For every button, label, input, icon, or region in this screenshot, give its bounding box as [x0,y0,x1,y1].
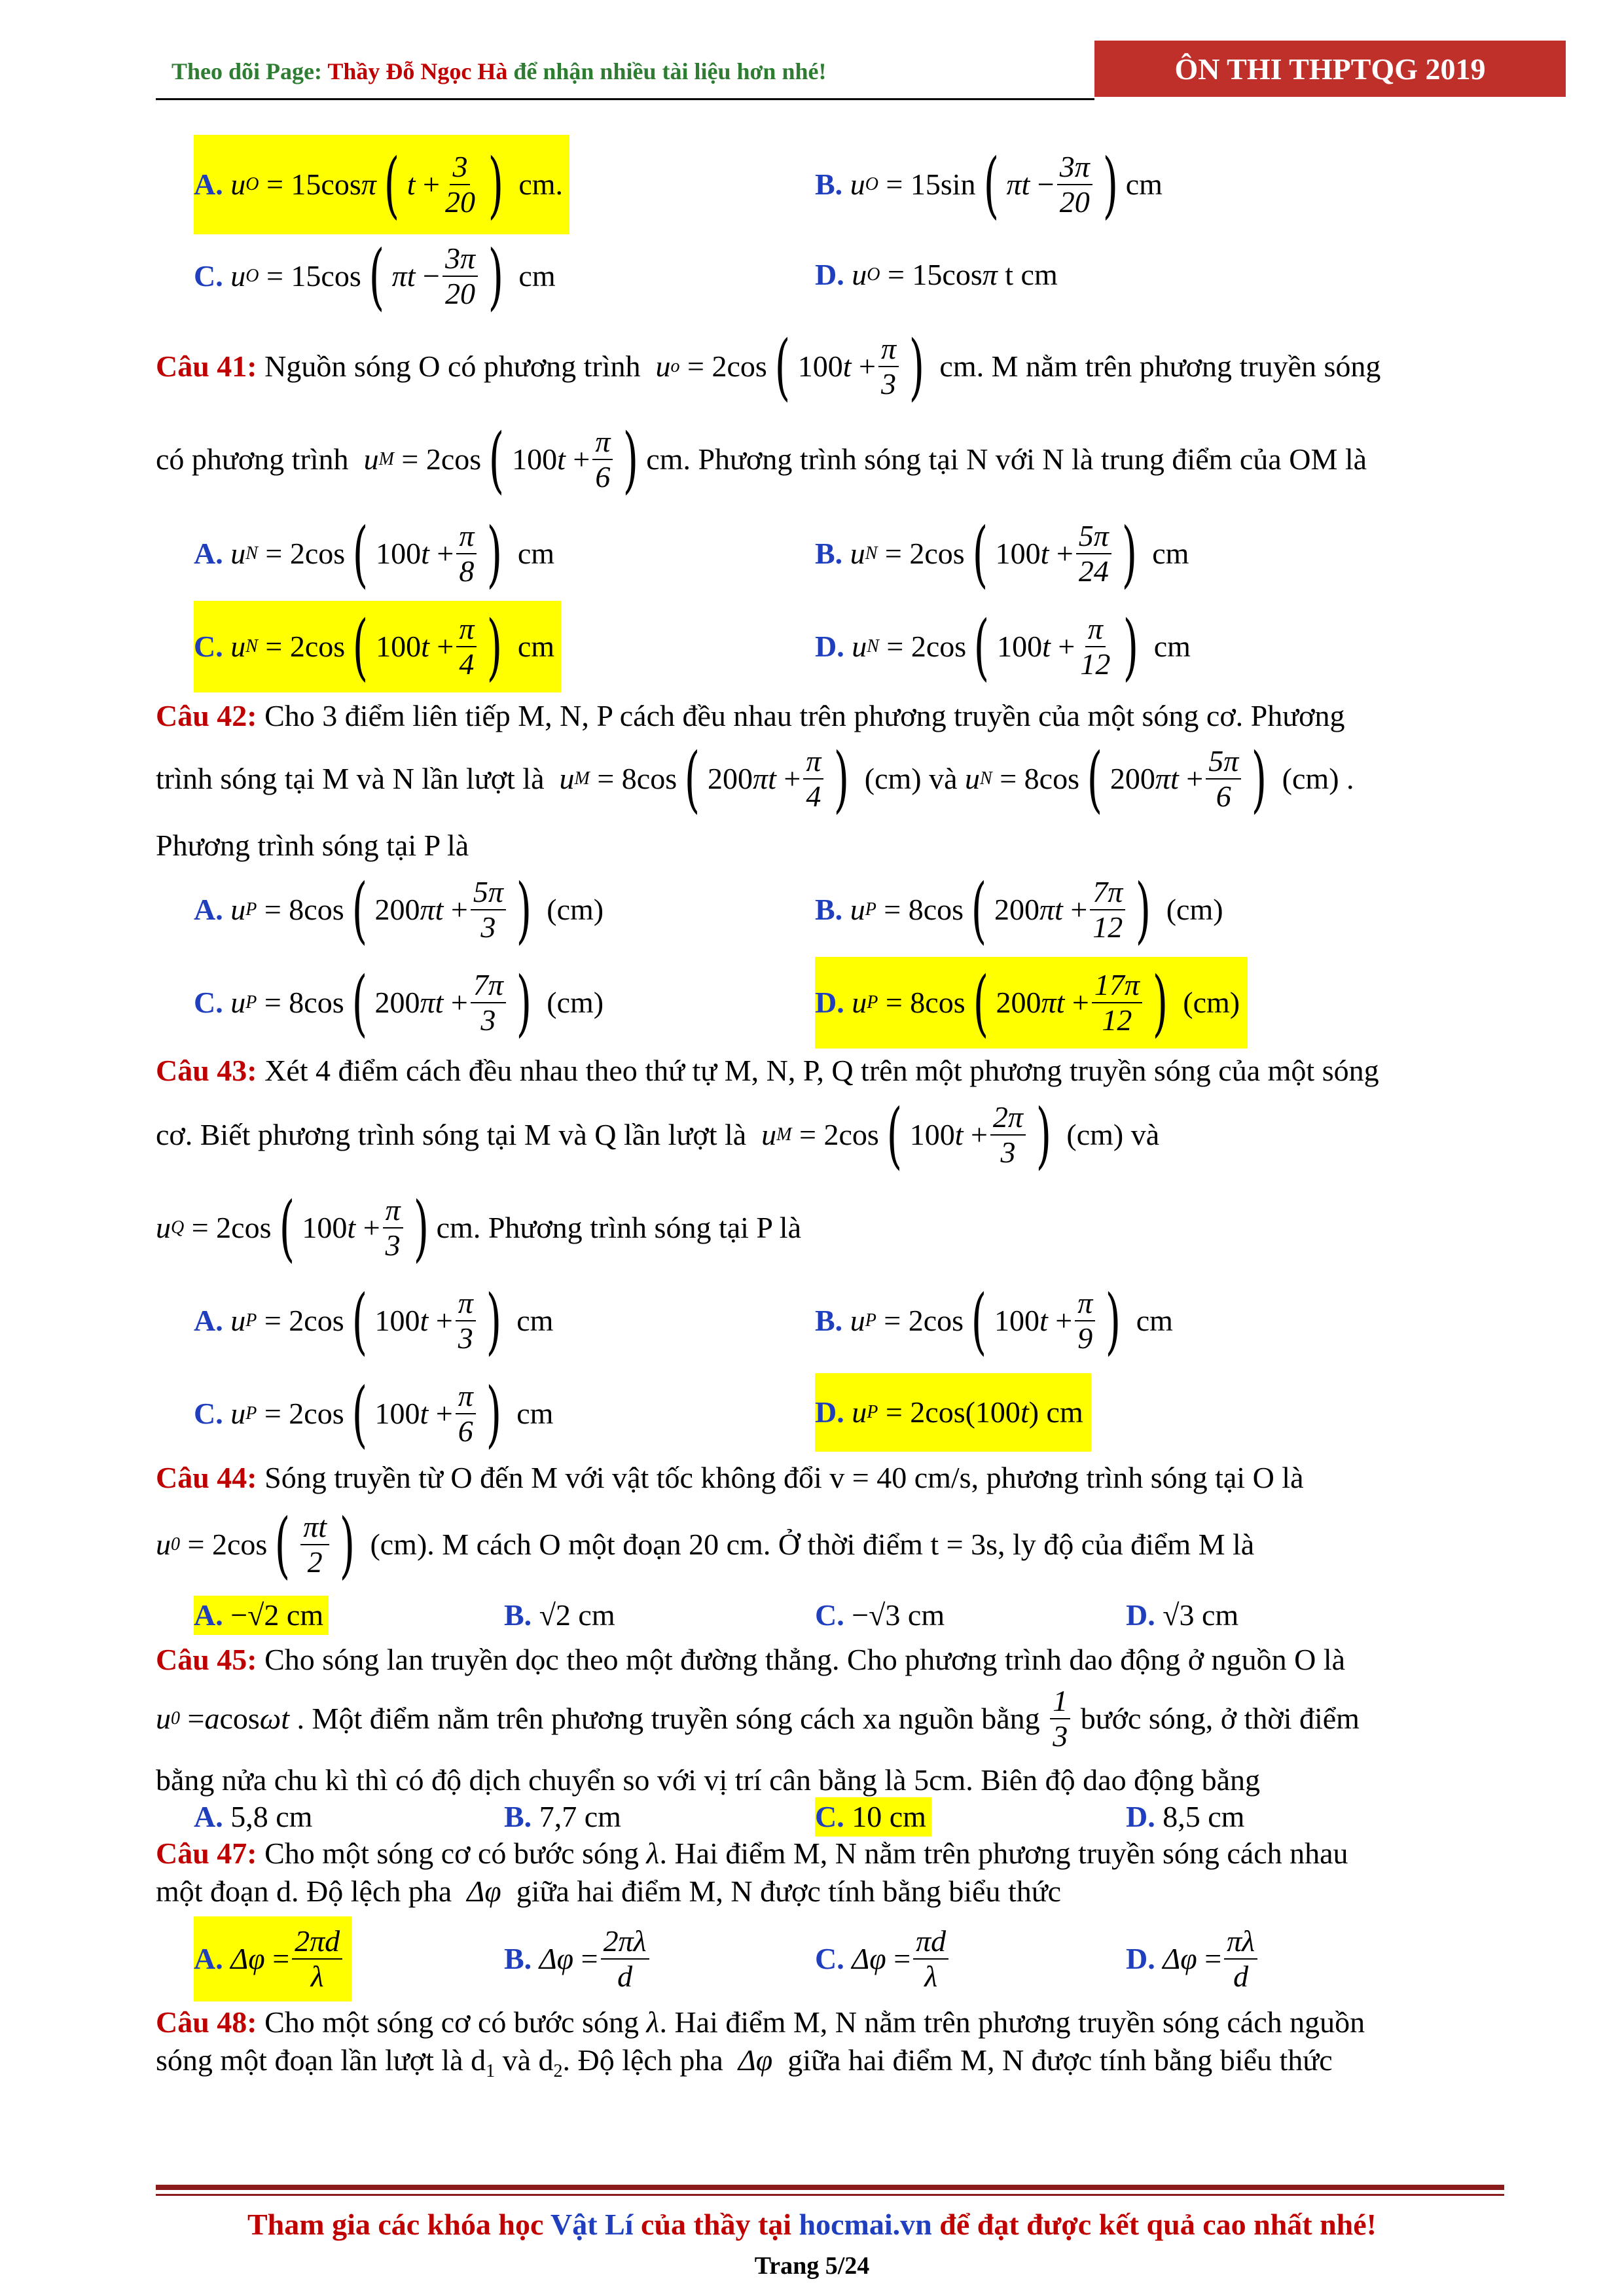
q42-option-b[interactable]: B. u P = 8cos ( 200 πt + $\frac{7\pi}{12}$ ) (cm) [815,868,1223,952]
option-value: 10 cm [852,1800,926,1833]
option-value: √3 cm [1163,1598,1239,1632]
question-text: Cho một sóng cơ có bước sóng [264,1837,640,1870]
question-text: bằng nửa chu kì thì có độ dịch chuyển so với vị trí cân bằng là 5cm. Biên độ dao động bằng [156,1763,1260,1797]
q41-option-a[interactable]: A. u N = 2cos ( 100 t + $\frac{\pi}{8}$ ) cm [194,512,555,596]
q47-option-b[interactable]: B. Δφ = $\frac{2\pi\lambda}{d}$ [504,1916,652,2001]
q44-option-a[interactable]: A. −√2 cm [194,1596,329,1635]
q40-option-a[interactable]: A. u O = 15cos π ( t + $\frac{3}{20}$ ) cm. [194,135,569,234]
option-unit: cm [518,259,556,293]
q48-stem-line2: sóng một đoạn lần lượt là $d_1$ và $d_2$. Độ lệch pha Δφ giữa hai điểm M, N được tính bằng biểu thức [156,2043,1333,2082]
q42-stem-line2: trình sóng tại M và N lần lượt là u M = 8cos ( 200 πt + $\frac{\pi}{4}$ ) (cm) và u N = 8cos ( 200 πt + $\frac{5\pi}{6}$ ) (cm) . [156,737,1354,821]
option-label: D. [815,258,844,291]
option-unit: cm [1125,168,1163,201]
page-number: Trang 5/24 [754,2252,870,2280]
question-text: Cho sóng lan truyền dọc theo một đường thẳng. Cho phương trình dao động ở nguồn O là [264,1643,1346,1676]
question-text: Phương trình sóng tại P là [156,829,469,862]
footer-divider-thick [156,2185,1504,2190]
q44-option-b[interactable]: B. √2 cm [504,1598,615,1632]
footer-promo [0,2207,1624,2242]
q45-stem-line2: u 0 = a cos ωt . Một điểm nằm trên phương truyền sóng cách xa nguồn bằng $\frac{1}{3}$ bước sóng, ở thời điểm [156,1684,1360,1753]
footer-text: để đạt được kết quả cao nhất nhé! [931,2208,1377,2241]
footer-text: của thầy tại [633,2208,799,2241]
q45-stem-line3 [156,1761,1260,1800]
q45-option-d[interactable]: D. 8,5 cm [1126,1800,1245,1833]
option-label: C. [194,259,223,293]
q40-option-b[interactable]: B. u O = 15sin ( πt − $\frac{3\pi}{20}$ ) cm [815,143,1163,226]
q47-stem-line2: một đoạn d. Độ lệch pha Δφ giữa hai điểm M, N được tính bằng biểu thức [156,1874,1062,1908]
q43-option-d[interactable]: D. u P = 2cos(100 t ) cm [815,1373,1091,1452]
question-label: Câu 48: [156,2005,257,2039]
option-value: −√3 cm [852,1598,945,1632]
question-text: giữa hai điểm M, N được tính bằng biểu thức [516,1874,1062,1908]
question-text: . Hai điểm M, N nằm trên phương truyền sóng cách nhau [659,1837,1348,1870]
q41-option-d[interactable]: D. u N = 2cos ( 100 t + $\frac{\pi}{12}$ ) cm [815,605,1191,689]
question-text: . Hai điểm M, N nằm trên phương truyền sóng cách nguồn [659,2005,1365,2039]
header-follow-text [171,58,826,85]
question-text: Cho một sóng cơ có bước sóng [264,2005,640,2039]
q44-stem-line2: u 0 = 2cos ( $\frac{\pi t}{2}$ ) (cm). M cách O một đoạn 20 cm. Ở thời điểm t = 3s, ly độ của điểm M là [156,1503,1255,1587]
exam-title: ÔN THI THPTQG 2019 [1174,52,1486,86]
option-unit: cm. [518,168,564,201]
follow-suffix: để nhận nhiều tài liệu hơn nhé! [507,58,827,84]
question-text: cm. Phương trình sóng tại N với N là trung điểm của OM là [646,442,1367,476]
footer-text: Tham gia các khóa học [247,2208,551,2241]
option-value: 5,8 cm [230,1800,313,1833]
question-text: giữa hai điểm M, N được tính bằng biểu thức [787,2043,1333,2077]
q44-option-d[interactable]: D. √3 cm [1126,1598,1239,1632]
q41-stem-line1: Câu 41: Nguồn sóng O có phương trình u o = 2cos ( 100 t + $\frac{\pi}{3}$ ) cm. M nằm trên phương truyền sóng [156,325,1381,408]
option-label: A. [194,168,223,201]
question-label: Câu 42: [156,699,257,732]
q43-option-c[interactable]: C. u P = 2cos ( 100 t + $\frac{\pi}{6}$ ) cm [194,1372,554,1456]
option-value: 8,5 cm [1163,1800,1245,1833]
q41-option-b[interactable]: B. u N = 2cos ( 100 t + $\frac{5\pi}{24}$ ) cm [815,512,1189,596]
q41-option-c[interactable]: C. u N = 2cos ( 100 t + $\frac{\pi}{4}$ ) cm [194,601,561,692]
question-text: (cm). M cách O một đoạn 20 cm. Ở thời điểm t = 3s, ly độ của điểm M là [370,1528,1255,1561]
q47-option-c[interactable]: C. Δφ = $\frac{\pi d}{\lambda}$ [815,1916,951,2001]
question-label: Câu 44: [156,1461,257,1494]
question-text: (cm) và [1066,1118,1160,1151]
question-label: Câu 47: [156,1837,257,1870]
question-text: Sóng truyền từ O đến M với vật tốc không đổi v = 40 cm/s, phương trình sóng tại O là [264,1461,1304,1494]
question-text: Cho 3 điểm liên tiếp M, N, P cách đều nhau trên phương truyền của một sóng cơ. Phương [264,699,1345,732]
option-unit: t cm [1005,258,1058,291]
option-label: B. [815,168,843,201]
question-text: Nguồn sóng O có phương trình [264,350,641,383]
question-text: (cm) . [1282,762,1354,795]
q42-stem-line3 [156,826,469,865]
exam-title-banner [1094,41,1566,97]
q42-stem-line1 [156,696,1345,736]
question-text: cm. M nằm trên phương truyền sóng [939,350,1381,383]
q43-stem-line1 [156,1051,1379,1090]
option-value: √2 cm [539,1598,615,1632]
header-divider [156,98,1094,100]
teacher-name[interactable]: Thầy Đỗ Ngọc Hà [327,58,508,84]
question-label: Câu 43: [156,1054,257,1087]
footer-site-link[interactable]: hocmai.vn [799,2208,932,2241]
question-text: cm. Phương trình sóng tại P là [436,1211,801,1244]
q47-option-a[interactable]: A. Δφ = $\frac{2\pi d}{\lambda}$ [194,1916,352,2001]
q44-stem-line1 [156,1458,1304,1498]
question-text: Xét 4 điểm cách đều nhau theo thứ tự M, N, P, Q trên một phương truyền sóng của một sóng [264,1054,1379,1087]
q42-option-a[interactable]: A. u P = 8cos ( 200 πt + $\frac{5\pi}{3}$ ) (cm) [194,868,604,952]
question-text: có phương trình [156,442,349,476]
q43-option-b[interactable]: B. u P = 2cos ( 100 t + $\frac{\pi}{9}$ ) cm [815,1279,1173,1363]
q43-option-a[interactable]: A. u P = 2cos ( 100 t + $\frac{\pi}{3}$ ) cm [194,1279,554,1363]
option-value: 7,7 cm [539,1800,621,1833]
q42-option-c[interactable]: C. u P = 8cos ( 200 πt + $\frac{7\pi}{3}$ ) (cm) [194,961,604,1045]
question-text: và d [495,2043,554,2077]
question-label: Câu 41: [156,350,257,383]
q47-option-d[interactable]: D. Δφ = $\frac{\pi\lambda}{d}$ [1126,1916,1260,2001]
question-text: (cm) và [864,762,958,795]
q45-option-c[interactable]: C. 10 cm [815,1797,931,1837]
footer-divider-thin [156,2194,1504,2196]
q40-option-d[interactable]: D. u O = 15cos π t cm [815,255,1058,295]
question-text: trình sóng tại M và N lần lượt là [156,762,545,795]
q45-option-b[interactable]: B. 7,7 cm [504,1800,621,1833]
question-label: Câu 45: [156,1643,257,1676]
q48-stem-line1: Câu 48: Cho một sóng cơ có bước sóng λ. Hai điểm M, N nằm trên phương truyền sóng cách nguồn [156,2005,1365,2039]
q45-option-a[interactable]: A. 5,8 cm [194,1800,313,1833]
q43-stem-line2: cơ. Biết phương trình sóng tại M và Q lần lượt là u M = 2cos ( 100 t + $\frac{2\pi}{3}$ ) (cm) và [156,1093,1160,1177]
question-text: cơ. Biết phương trình sóng tại M và Q lần lượt là [156,1118,747,1151]
option-value: −√2 cm [230,1598,324,1632]
q40-option-c[interactable]: C. u O = 15cos ( πt − $\frac{3\pi}{20}$ ) cm [194,234,556,318]
question-text: bước sóng, ở thời điểm [1080,1702,1360,1735]
question-text: một đoạn d. Độ lệch pha [156,1874,452,1908]
q42-option-d[interactable]: D. u P = 8cos ( 200 πt + $\frac{17\pi}{12}$ ) (cm) [815,957,1248,1049]
q47-stem-line1: Câu 47: Cho một sóng cơ có bước sóng λ. Hai điểm M, N nằm trên phương truyền sóng cách nhau [156,1837,1348,1870]
follow-prefix: Theo dõi Page: [171,58,328,84]
q44-option-c[interactable]: C. −√3 cm [815,1598,945,1632]
footer-subject: Vật Lí [550,2208,634,2241]
q41-stem-line2: có phương trình u M = 2cos ( 100 t + $\frac{\pi}{6}$ ) cm. Phương trình sóng tại N với N là trung điểm của OM là [156,418,1367,501]
q45-stem-line1 [156,1640,1345,1679]
question-text: . Một điểm nằm trên phương truyền sóng cách xa nguồn bằng [297,1702,1040,1735]
q43-stem-line3: u Q = 2cos ( 100 t + $\frac{\pi}{3}$ ) cm. Phương trình sóng tại P là [156,1186,801,1270]
question-text: sóng một đoạn lần lượt là d [156,2043,486,2077]
question-text: . Độ lệch pha [562,2043,723,2077]
